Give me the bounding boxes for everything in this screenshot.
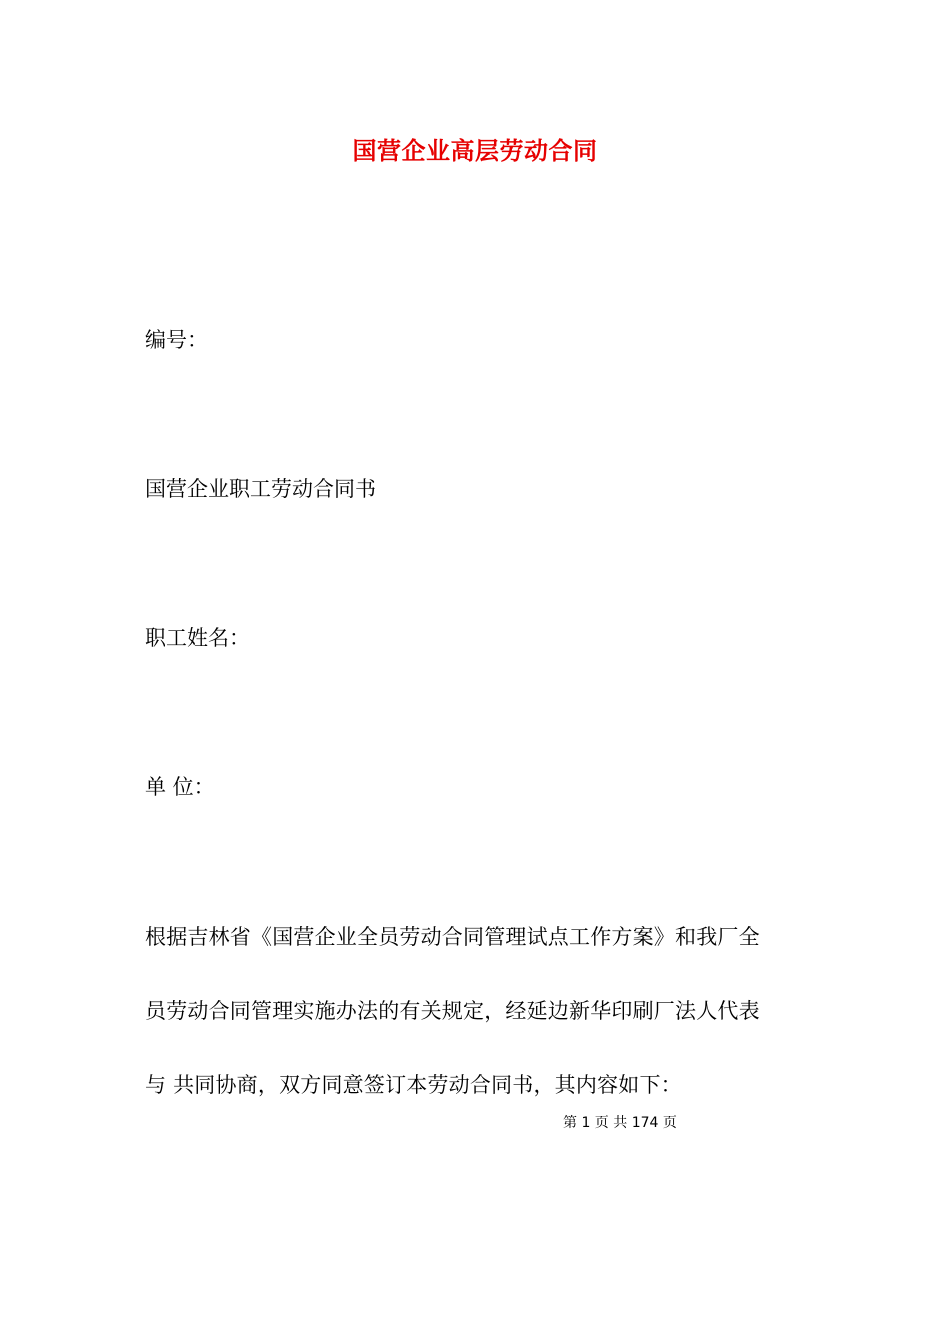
contract-name: 国营企业职工劳动合同书 (145, 477, 376, 501)
document-title: 国营企业高层劳动合同 (352, 137, 598, 165)
body-line-2: 员劳动合同管理实施办法的有关规定，经延边新华印刷厂法人代表 (145, 999, 760, 1023)
employee-name-label: 职工姓名： (145, 626, 250, 650)
page-footer: 第 1 页 共 174 页 (563, 1115, 677, 1131)
body-line-1: 根据吉林省《国营企业全员劳动合同管理试点工作方案》和我厂全 (145, 925, 760, 949)
number-label: 编号： (145, 328, 208, 352)
unit-label: 单 位： (145, 775, 215, 799)
body-line-3: 与 共同协商，双方同意签订本劳动合同书，其内容如下： (145, 1073, 682, 1097)
